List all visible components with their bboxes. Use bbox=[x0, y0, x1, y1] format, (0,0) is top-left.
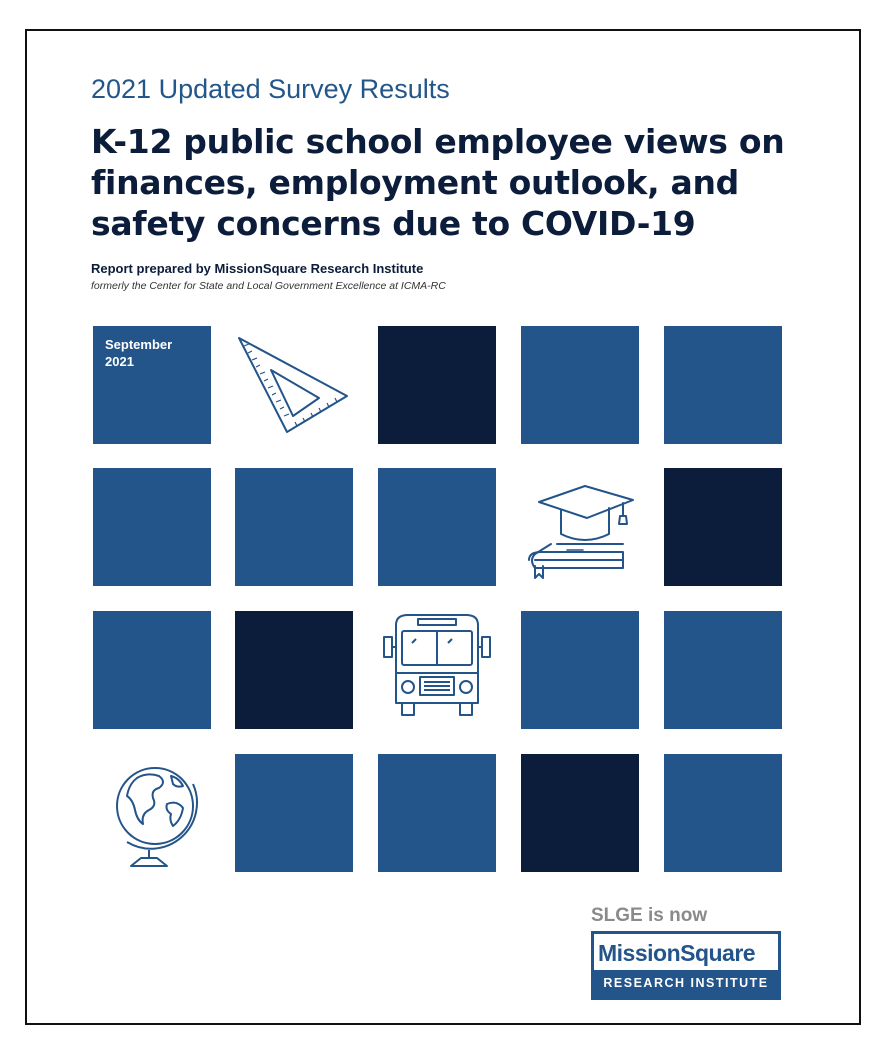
grid-tile bbox=[378, 468, 496, 586]
grid-tile bbox=[378, 754, 496, 872]
grid-tile bbox=[93, 468, 211, 586]
grid-tile bbox=[378, 326, 496, 444]
grid-tile bbox=[664, 611, 782, 729]
logo-wordmark-panel bbox=[592, 932, 780, 972]
grid-tile bbox=[521, 611, 639, 729]
globe-tile bbox=[93, 754, 211, 872]
logo-tagline: SLGE is now bbox=[591, 905, 708, 926]
grid-tile bbox=[664, 468, 782, 586]
missionsquare-logo bbox=[591, 931, 781, 1000]
grid-tile bbox=[235, 611, 353, 729]
grid-tile bbox=[521, 754, 639, 872]
report-date: September 2021 bbox=[105, 337, 173, 369]
school-bus-icon bbox=[378, 611, 496, 729]
grid-tile bbox=[235, 468, 353, 586]
grid-tile bbox=[235, 754, 353, 872]
grid-tile bbox=[664, 754, 782, 872]
globe-icon bbox=[93, 754, 211, 872]
triangle-ruler-tile bbox=[235, 326, 353, 444]
date-tile bbox=[93, 326, 211, 444]
graduation-cap-book-icon bbox=[521, 468, 639, 586]
report-title: K-12 public school employee views on finances, employment outlook, and safety concerns due to COVID-19 bbox=[91, 122, 785, 243]
formerly-note: formerly the Center for State and Local Government Excellence at ICMA-RC bbox=[91, 280, 446, 292]
grid-tile bbox=[664, 326, 782, 444]
graduation-tile bbox=[521, 468, 639, 586]
school-bus-tile bbox=[378, 611, 496, 729]
grid-tile bbox=[93, 611, 211, 729]
logo-subtitle: RESEARCH INSTITUTE bbox=[603, 976, 769, 990]
prepared-by: Report prepared by MissionSquare Research Institute bbox=[91, 261, 424, 276]
report-eyebrow: 2021 Updated Survey Results bbox=[91, 74, 450, 104]
grid-tile bbox=[521, 326, 639, 444]
triangle-ruler-icon bbox=[235, 326, 353, 444]
logo-name: MissionSquare bbox=[598, 940, 756, 966]
